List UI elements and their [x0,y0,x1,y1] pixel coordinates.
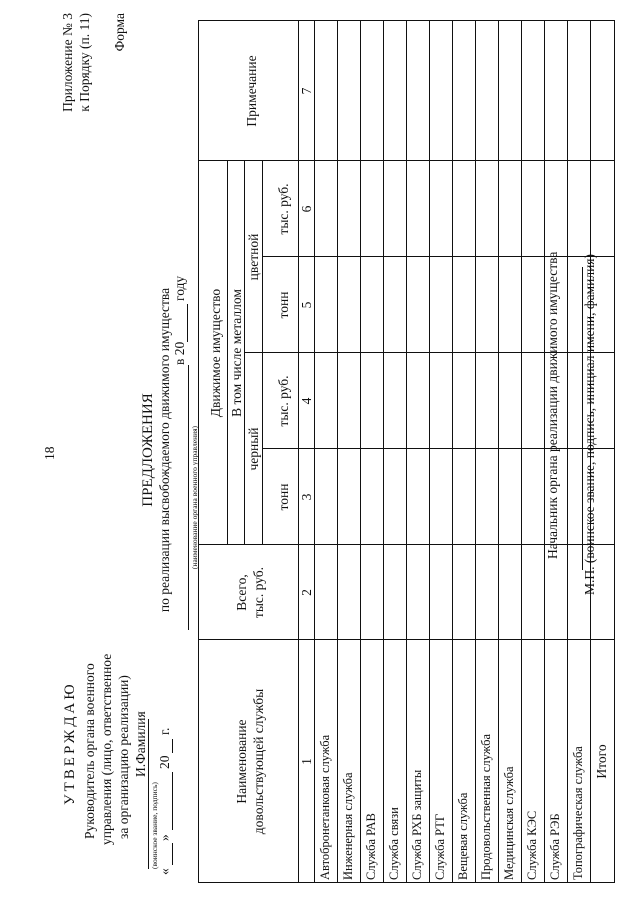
year-suffix: году [172,275,187,301]
header-note: Примечание [244,55,259,127]
header-name-line2: довольствующей службы [251,688,266,835]
date-day-line [172,843,173,865]
footer-head-of-realization: Начальник органа реализации движимого имущества [545,251,560,559]
header-tons-black: тонн [276,483,291,511]
appendix-line2: к Порядку (п. 11) [77,13,92,112]
table-row: Служба РХБ защиты [410,769,424,880]
org-name-hint: (наименование органа военного управления) [190,425,199,570]
date-suffix: г. [157,727,172,735]
approve-heading: УТВЕРЖДАЮ [62,681,78,805]
table-row: Служба РЭБ [548,813,562,880]
approve-line-1: Руководитель органа военного [82,663,97,839]
header-black-metal: черный [246,427,261,471]
table-row: Служба КЭС [525,810,539,880]
table-row: Служба РТГ [433,813,447,880]
table-row: Инженерная служба [341,772,355,880]
org-name-line [188,365,189,630]
appendix-line1: Приложение № 3 [60,13,75,112]
date-year-line [172,739,173,753]
header-movable: Движимое имущество [208,288,223,418]
header-colored-metal: цветной [246,233,261,281]
document-title: ПРЕДЛОЖЕНИЯ [140,393,156,507]
col-number-1: 1 [299,758,314,765]
appendix-form-label: Форма [112,13,127,52]
signature-hint: (воинское звание, подпись) [150,782,159,869]
header-tons-colored: тонн [276,291,291,319]
table-row: Служба связи [387,807,401,880]
table-row: Топографическая служба [571,746,585,880]
col-number-6: 6 [299,205,314,213]
date-close-quote: » [157,834,172,841]
header-total-line2: тыс. руб. [251,566,266,619]
header-rub-colored: тыс. руб. [276,183,291,235]
page-number: 18 [42,446,57,460]
year-prefix: в 20 [172,341,187,365]
col-number-3: 3 [299,493,314,501]
header-incl-metal: В том числе металлом [229,289,244,417]
date-month-line [172,772,173,830]
header-total-line1: Всего, [234,574,249,611]
date-open-quote: « [157,868,172,875]
table-row: Продовольственная служба [479,733,493,880]
approve-line-2: управления (лицо, ответственное [99,653,114,845]
approve-signature-name: И.Фамилия [133,711,148,777]
table-row: Медицинская служба [502,766,516,880]
signature-line [148,719,149,869]
col-number-7: 7 [299,87,314,95]
table-total-row: Итого [594,744,609,779]
footer-mp-line: М.П. (воинское звание, подпись, инициал имени, фамилия) [582,254,597,595]
date-year-prefix: 20 [157,755,172,769]
approve-line-3: за организацию реализации) [116,675,131,839]
table-body [314,21,614,883]
col-number-5: 5 [299,301,314,309]
table-row: Автобронетанковая служба [318,734,332,880]
col-number-2: 2 [299,589,314,596]
header-rub-black: тыс. руб. [276,375,291,427]
year-line [187,304,188,342]
col-number-4: 4 [299,397,314,405]
table-row: Вещевая служба [456,792,470,880]
document-subtitle: по реализации высвобождаемого движимого имущества [157,287,172,613]
header-name-line1: Наименование [234,719,249,804]
table-row: Служба РАВ [364,813,378,880]
